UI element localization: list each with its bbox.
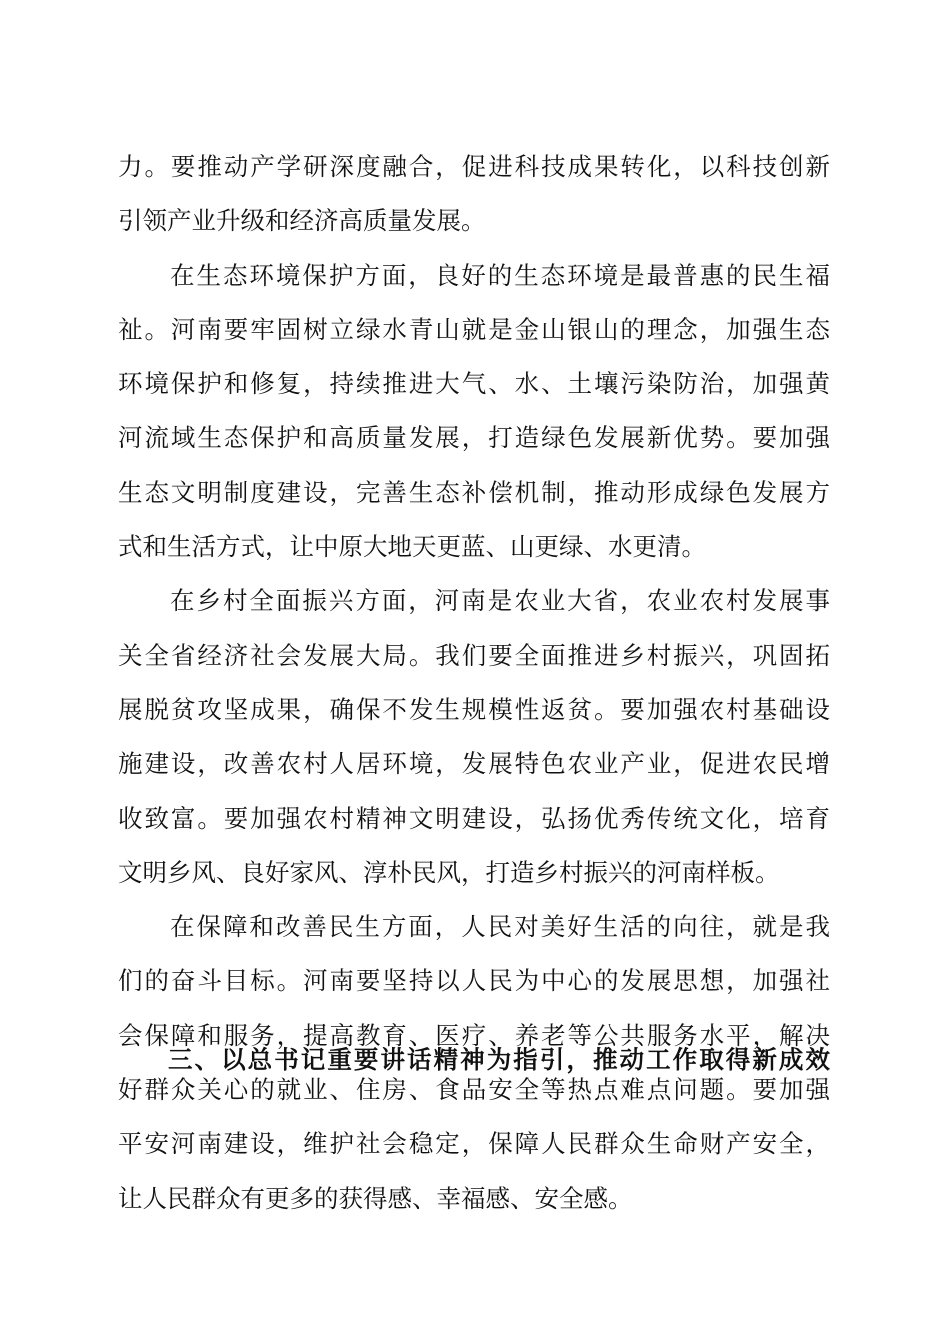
paragraph-2-line-6: 式和生活方式，让中原大地天更蓝、山更绿、水更清。 xyxy=(118,532,706,562)
paragraph-4-line-3: 会保障和服务，提高教育、医疗、养老等公共服务水平，解决 xyxy=(118,1020,830,1050)
paragraph-1-line-2: 引领产业升级和经济高质量发展。 xyxy=(118,206,486,236)
paragraph-4-line-1: 在保障和改善民生方面，人民对美好生活的向往，就是我 xyxy=(170,912,830,942)
paragraph-2-line-1: 在生态环境保护方面，良好的生态环境是最普惠的民生福 xyxy=(170,260,830,290)
paragraph-3-line-1: 在乡村全面振兴方面，河南是农业大省，农业农村发展事 xyxy=(170,586,830,616)
paragraph-3-line-2: 关全省经济社会发展大局。我们要全面推进乡村振兴，巩固拓 xyxy=(118,640,830,670)
paragraph-2-line-2: 祉。河南要牢固树立绿水青山就是金山银山的理念，加强生态 xyxy=(118,314,830,344)
paragraph-3-line-5: 收致富。要加强农村精神文明建设，弘扬优秀传统文化，培育 xyxy=(118,803,830,833)
paragraph-2-line-3: 环境保护和修复，持续推进大气、水、土壤污染防治，加强黄 xyxy=(118,369,830,399)
paragraph-2-line-4: 河流域生态保护和高质量发展，打造绿色发展新优势。要加强 xyxy=(118,423,830,453)
paragraph-3-line-3: 展脱贫攻坚成果，确保不发生规模性返贫。要加强农村基础设 xyxy=(118,694,830,724)
paragraph-1-line-1: 力。要推动产学研深度融合，促进科技成果转化，以科技创新 xyxy=(118,152,830,181)
paragraph-4-line-2: 们的奋斗目标。河南要坚持以人民为中心的发展思想，加强社 xyxy=(118,966,830,996)
paragraph-3-line-4: 施建设，改善农村人居环境，发展特色农业产业，促进农民增 xyxy=(118,749,830,779)
paragraph-3-line-6: 文明乡风、良好家风、淳朴民风，打造乡村振兴的河南样板。 xyxy=(118,857,780,887)
paragraph-4-line-4: 好群众关心的就业、住房、食品安全等热点难点问题。要加强 xyxy=(118,1075,830,1105)
paragraph-2-line-5: 生态文明制度建设，完善生态补偿机制，推动形成绿色发展方 xyxy=(118,477,830,507)
paragraph-4-line-6: 让人民群众有更多的获得感、幸福感、安全感。 xyxy=(118,1183,633,1213)
paragraph-4-line-5: 平安河南建设，维护社会稳定，保障人民群众生命财产安全， xyxy=(118,1129,830,1159)
section-heading: 三、以总书记重要讲话精神为指引，推动工作取得新成效 xyxy=(168,1045,830,1074)
